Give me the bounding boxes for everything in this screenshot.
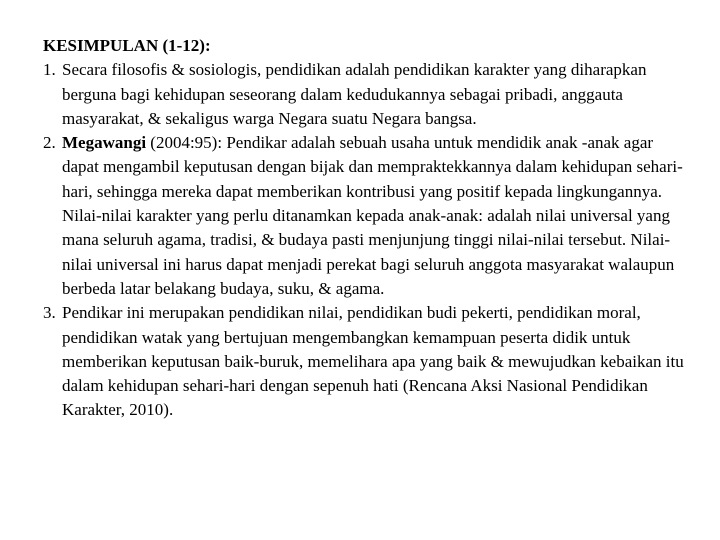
point-number: 1. <box>43 60 56 80</box>
point-text: (2004:95): Pendikar adalah sebuah usaha untuk mendidik anak -anak agar dapat mengambil keputusan dengan bijak dan mempraktekkannya dalam kehidupan sehari-hari, sehingga mereka dapat memberikan kontribusi yang positif kepada lingkungannya. Nilai-nilai karakter yang perlu ditanamkan kepada anak-anak: adalah nilai universal yang mana seluruh agama, tradisi, & budaya pasti menjunjung tinggi nilai-nilai tersebut. Nilai-nilai universal ini harus dapat menjadi perekat bagi seluruh anggota masyarakat walaupun berbeda latar belakang budaya, suku, & agama. <box>62 133 683 298</box>
conclusion-point-3 <box>43 301 693 422</box>
conclusion-point-2 <box>43 131 693 301</box>
point-text: Pendikar ini merupakan pendidikan nilai, pendidikan budi pekerti, pendidikan moral, pendidikan watak yang bertujuan mengembangkan kemampuan peserta didik untuk memberikan keputusan baik-buruk, memelihara apa yang baik & mewujudkan kebaikan itu dalam kehidupan sehari-hari dengan sepenuh hati (Rencana Aksi Nasional Pendidikan Karakter, 2010). <box>62 303 684 420</box>
slide-content <box>43 34 693 423</box>
slide-heading: KESIMPULAN (1-12): <box>43 36 211 55</box>
point-number: 2. <box>43 133 56 153</box>
conclusion-list <box>43 58 693 422</box>
point-number: 3. <box>43 303 56 323</box>
cited-author: Megawangi <box>62 133 147 153</box>
point-text: Secara filosofis & sosiologis, pendidikan adalah pendidikan karakter yang diharapkan berguna bagi kehidupan seseorang dalam kedudukannya sebagai pribadi, anggauta masyarakat, & sekaligus warga Negara suatu Negara bangsa. <box>62 60 647 128</box>
conclusion-point-1 <box>43 58 693 131</box>
